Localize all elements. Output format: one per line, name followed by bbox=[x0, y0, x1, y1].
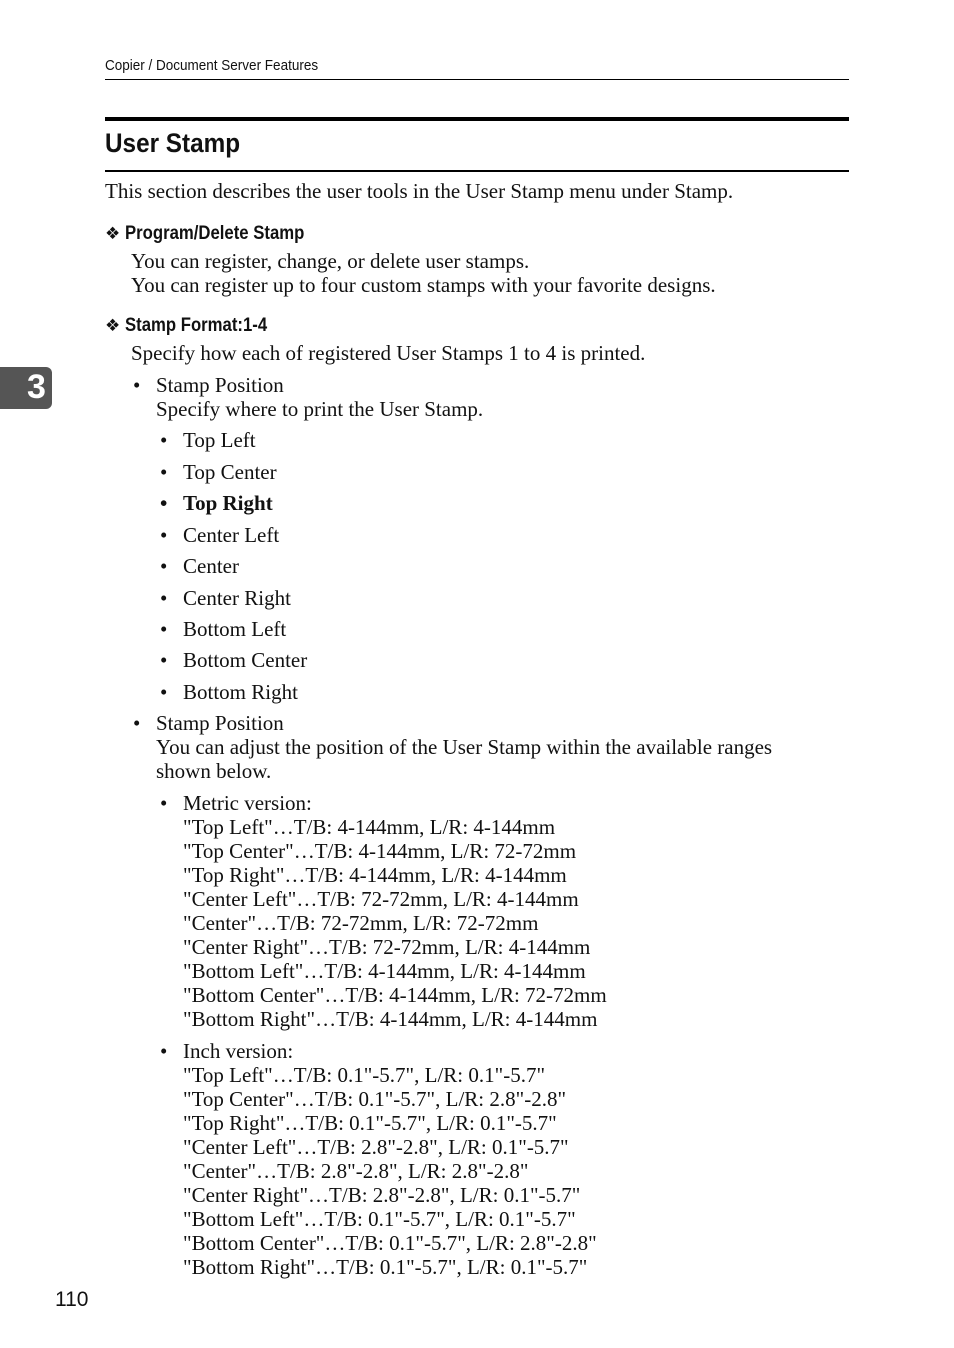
chapter-tab bbox=[0, 367, 52, 409]
bullet-icon: • bbox=[160, 1039, 168, 1063]
metric-range-line: "Top Left"…T/B: 4-144mm, L/R: 4-144mm bbox=[183, 815, 556, 839]
list-item-description: Specify where to print the User Stamp. bbox=[156, 397, 484, 421]
page-number: 110 bbox=[55, 1288, 89, 1311]
bullet-icon: • bbox=[160, 428, 168, 452]
option-label: Bottom Center bbox=[183, 648, 308, 672]
option-item bbox=[160, 680, 298, 704]
metric-range-line: "Bottom Left"…T/B: 4-144mm, L/R: 4-144mm bbox=[183, 959, 586, 983]
section-heading-stamp-format bbox=[105, 315, 287, 337]
intro-paragraph: This section describes the user tools in the User Stamp menu under Stamp. bbox=[105, 179, 734, 203]
option-label: Top Left bbox=[183, 428, 256, 452]
option-item bbox=[160, 523, 280, 547]
metric-range-line: "Center"…T/B: 72-72mm, L/R: 72-72mm bbox=[183, 911, 539, 935]
section-heading-program-delete bbox=[105, 223, 329, 245]
option-item bbox=[160, 554, 239, 578]
header-rule bbox=[105, 79, 849, 80]
list-item-label: Stamp Position bbox=[156, 711, 284, 735]
program-description bbox=[131, 249, 716, 297]
bullet-icon: • bbox=[160, 680, 168, 704]
title-rule bbox=[105, 170, 849, 172]
list-item-label: Stamp Position bbox=[156, 373, 284, 397]
bullet-icon: • bbox=[160, 617, 168, 641]
bullet-icon: • bbox=[160, 554, 168, 578]
option-item bbox=[160, 460, 277, 484]
inch-range-line: "Center Left"…T/B: 2.8"-2.8", L/R: 0.1"-5.7" bbox=[183, 1135, 569, 1159]
inch-range-line: "Top Left"…T/B: 0.1"-5.7", L/R: 0.1"-5.7" bbox=[183, 1063, 546, 1087]
section-heading-text: Stamp Format:1-4 bbox=[125, 315, 268, 336]
option-item bbox=[160, 586, 291, 610]
list-item-description: You can adjust the position of the User Stamp within the available ranges bbox=[156, 735, 773, 759]
inch-range-line: "Center Right"…T/B: 2.8"-2.8", L/R: 0.1"-5.7" bbox=[183, 1183, 581, 1207]
section-marker-icon: ❖ bbox=[105, 316, 121, 335]
list-item-stamp-position bbox=[133, 373, 484, 421]
list-item-description: shown below. bbox=[156, 759, 272, 783]
option-label: Center bbox=[183, 554, 239, 578]
option-label: Center Left bbox=[183, 523, 280, 547]
format-description: Specify how each of registered User Stamps 1 to 4 is printed. bbox=[131, 341, 646, 365]
program-line: You can register, change, or delete user stamps. bbox=[131, 249, 530, 273]
bullet-icon: • bbox=[133, 711, 141, 735]
title-bar bbox=[105, 117, 849, 121]
inch-range-line: "Bottom Right"…T/B: 0.1"-5.7", L/R: 0.1"-5.7" bbox=[183, 1255, 588, 1279]
option-item-default bbox=[160, 491, 273, 515]
inch-range-line: "Bottom Center"…T/B: 0.1"-5.7", L/R: 2.8"-2.8" bbox=[183, 1231, 597, 1255]
inch-version-label: Inch version: bbox=[183, 1039, 294, 1063]
metric-range-line: "Bottom Right"…T/B: 4-144mm, L/R: 4-144mm bbox=[183, 1007, 598, 1031]
option-item bbox=[160, 428, 256, 452]
option-item bbox=[160, 617, 287, 641]
metric-version-label: Metric version: bbox=[183, 791, 312, 815]
option-label: Bottom Right bbox=[183, 680, 298, 704]
metric-version-list bbox=[160, 791, 607, 1031]
metric-range-line: "Top Right"…T/B: 4-144mm, L/R: 4-144mm bbox=[183, 863, 567, 887]
metric-range-line: "Top Center"…T/B: 4-144mm, L/R: 72-72mm bbox=[183, 839, 577, 863]
bullet-icon: • bbox=[160, 648, 168, 672]
section-marker-icon: ❖ bbox=[105, 224, 121, 243]
option-label: Bottom Left bbox=[183, 617, 287, 641]
bullet-icon: • bbox=[160, 460, 168, 484]
bullet-icon: • bbox=[160, 523, 168, 547]
inch-range-line: "Top Center"…T/B: 0.1"-5.7", L/R: 2.8"-2.8" bbox=[183, 1087, 567, 1111]
bullet-icon: • bbox=[160, 586, 168, 610]
inch-range-line: "Top Right"…T/B: 0.1"-5.7", L/R: 0.1"-5.7" bbox=[183, 1111, 557, 1135]
bullet-icon: • bbox=[160, 791, 168, 815]
option-label: Top Center bbox=[183, 460, 277, 484]
option-label: Center Right bbox=[183, 586, 291, 610]
bullet-icon: • bbox=[133, 373, 141, 397]
page-title: User Stamp bbox=[105, 128, 241, 158]
option-label: Top Right bbox=[183, 491, 273, 515]
bullet-icon: • bbox=[160, 491, 168, 515]
metric-range-line: "Bottom Center"…T/B: 4-144mm, L/R: 72-72mm bbox=[183, 983, 607, 1007]
program-line: You can register up to four custom stamps with your favorite designs. bbox=[131, 273, 716, 297]
option-item bbox=[160, 648, 308, 672]
inch-range-line: "Bottom Left"…T/B: 0.1"-5.7", L/R: 0.1"-5.7" bbox=[183, 1207, 576, 1231]
metric-range-line: "Center Left"…T/B: 72-72mm, L/R: 4-144mm bbox=[183, 887, 579, 911]
inch-range-line: "Center"…T/B: 2.8"-2.8", L/R: 2.8"-2.8" bbox=[183, 1159, 529, 1183]
metric-range-line: "Center Right"…T/B: 72-72mm, L/R: 4-144mm bbox=[183, 935, 591, 959]
section-heading-text: Program/Delete Stamp bbox=[125, 223, 305, 244]
list-item-stamp-position-adjust bbox=[133, 711, 773, 783]
chapter-number: 3 bbox=[27, 368, 46, 406]
inch-version-list bbox=[160, 1039, 597, 1279]
running-header: Copier / Document Server Features bbox=[105, 57, 319, 74]
